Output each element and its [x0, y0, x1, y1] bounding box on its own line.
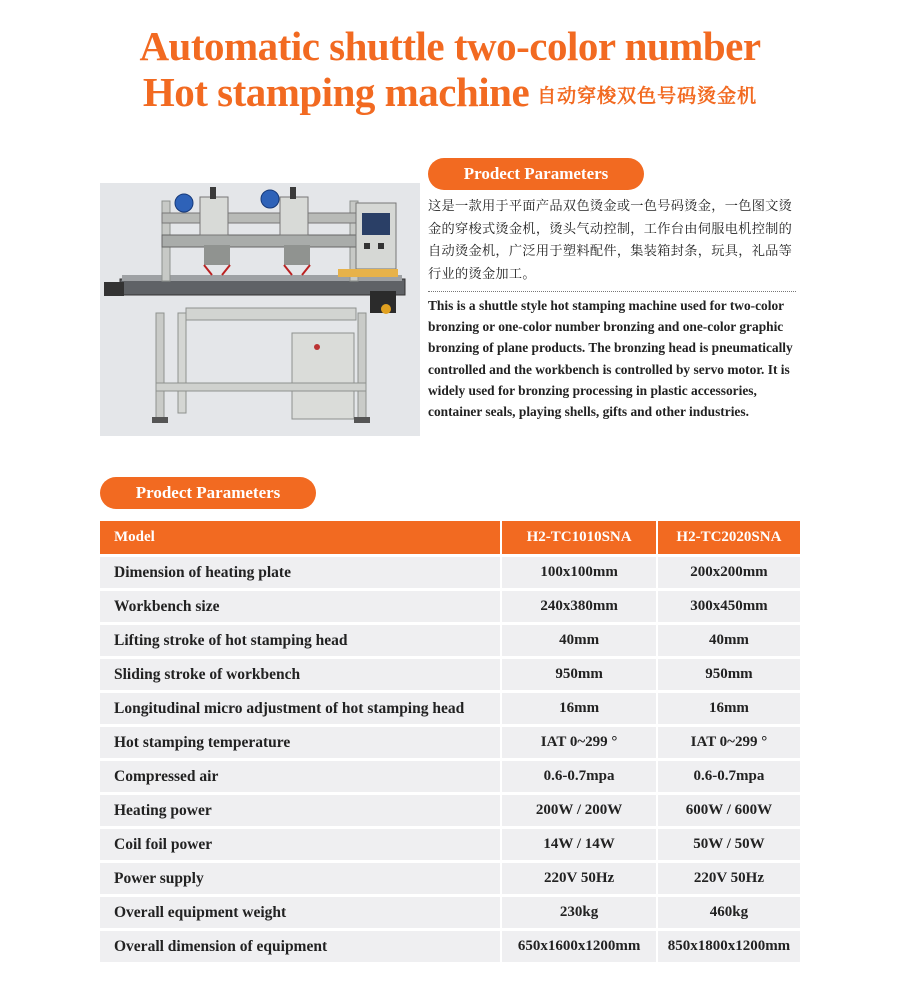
table-row	[100, 557, 800, 591]
row-value-model-1: 16mm	[502, 693, 658, 727]
page-title-line-1: Automatic shuttle two-color number	[139, 23, 761, 69]
section-label-product-parameters-top: Prodect Parameters	[428, 158, 644, 190]
description-english: This is a shuttle style hot stamping machine used for two-color bronzing or one-color number bronzing and one-color graphic bronzing of plane products. The bronzing head is pneumatically controlled and the workbench is controlled by servo motor. It is widely used for bronzing processing in plastic accessories, container seals, playing shells, gifts and other industries.	[428, 298, 793, 420]
dotted-divider	[428, 291, 796, 292]
row-value-model-2: IAT 0~299 °	[658, 727, 800, 761]
row-label: Longitudinal micro adjustment of hot stamping head	[100, 693, 502, 727]
row-label: Dimension of heating plate	[100, 557, 502, 591]
row-label: Sliding stroke of workbench	[100, 659, 502, 693]
row-value-model-1: 40mm	[502, 625, 658, 659]
machine-photo	[100, 183, 420, 436]
row-value-model-2: 300x450mm	[658, 591, 800, 625]
row-value-model-2: 0.6-0.7mpa	[658, 761, 800, 795]
row-label: Overall dimension of equipment	[100, 931, 502, 965]
hot-stamping-machine-illustration	[100, 183, 420, 436]
row-value-model-2: 950mm	[658, 659, 800, 693]
row-value-model-2: 200x200mm	[658, 557, 800, 591]
row-value-model-1: 650x1600x1200mm	[502, 931, 658, 965]
page-title-english: Hot stamping machine	[142, 69, 530, 115]
table-row	[100, 795, 800, 829]
row-value-model-1: 230kg	[502, 897, 658, 931]
table-row	[100, 761, 800, 795]
row-value-model-2: 850x1800x1200mm	[658, 931, 800, 965]
row-label: Workbench size	[100, 591, 502, 625]
description-chinese: 这是一款用于平面产品双色烫金或一色号码烫金，一色图文烫金的穿梭式烫金机，烫头气动控制，工作台由伺服电机控制的自动烫金机，广泛用于塑料配件，集装箱封条，玩具，礼品等行业的烫金加工。	[428, 199, 793, 282]
row-value-model-2: 220V 50Hz	[658, 863, 800, 897]
page-title-line-2	[0, 68, 900, 116]
table-row	[100, 693, 800, 727]
row-value-model-1: 950mm	[502, 659, 658, 693]
table-row	[100, 829, 800, 863]
row-value-model-2: 16mm	[658, 693, 800, 727]
row-label: Lifting stroke of hot stamping head	[100, 625, 502, 659]
table-row	[100, 931, 800, 965]
row-value-model-1: 200W / 200W	[502, 795, 658, 829]
table-row	[100, 897, 800, 931]
row-value-model-1: 0.6-0.7mpa	[502, 761, 658, 795]
row-label: Heating power	[100, 795, 502, 829]
table-row	[100, 863, 800, 897]
section-label-product-parameters-bottom: Prodect Parameters	[100, 477, 316, 509]
table-row	[100, 591, 800, 625]
page-title-chinese: 自动穿梭双色号码烫金机	[537, 85, 758, 107]
row-value-model-2: 460kg	[658, 897, 800, 931]
row-value-model-1: 240x380mm	[502, 591, 658, 625]
row-label: Overall equipment weight	[100, 897, 502, 931]
table-row	[100, 659, 800, 693]
row-value-model-2: 40mm	[658, 625, 800, 659]
table-row	[100, 625, 800, 659]
header-model-2: H2-TC2020SNA	[658, 521, 800, 557]
header-model: Model	[100, 521, 502, 557]
row-value-model-1: 100x100mm	[502, 557, 658, 591]
parameters-table	[100, 521, 800, 965]
table-row	[100, 727, 800, 761]
row-value-model-2: 50W / 50W	[658, 829, 800, 863]
row-label: Hot stamping temperature	[100, 727, 502, 761]
row-label: Compressed air	[100, 761, 502, 795]
row-value-model-2: 600W / 600W	[658, 795, 800, 829]
row-label: Coil foil power	[100, 829, 502, 863]
row-value-model-1: 220V 50Hz	[502, 863, 658, 897]
row-value-model-1: 14W / 14W	[502, 829, 658, 863]
table-header-row	[100, 521, 800, 557]
row-label: Power supply	[100, 863, 502, 897]
row-value-model-1: IAT 0~299 °	[502, 727, 658, 761]
header-model-1: H2-TC1010SNA	[502, 521, 658, 557]
